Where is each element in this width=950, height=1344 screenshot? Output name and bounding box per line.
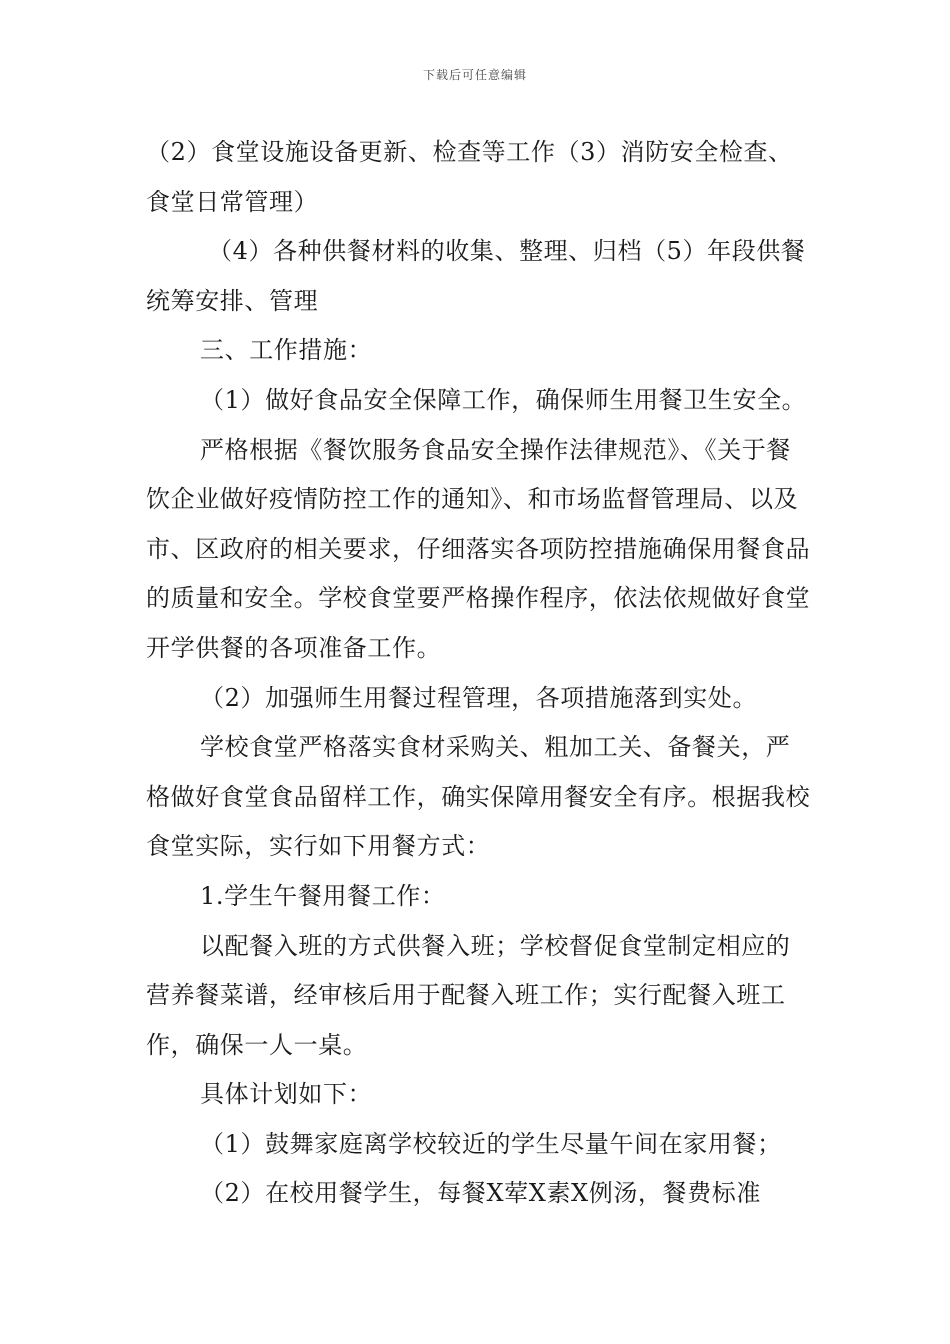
paragraph: 学校食堂严格落实食材采购关、粗加工关、备餐关，严格做好食堂食品留样工作，确实保障用餐安全有序。根据我校食堂实际，实行如下用餐方式： — [146, 733, 811, 861]
subheading: （2）加强师生用餐过程管理，各项措施落到实处。 — [200, 683, 758, 712]
paragraph: 以配餐入班的方式供餐入班；学校督促食堂制定相应的营养餐菜谱，经审核后用于配餐入班工作；实行配餐入班工作，确保一人一桌。 — [146, 931, 791, 1059]
paragraph: （4）各种供餐材料的收集、整理、归档（5）年段供餐统筹安排、管理 — [146, 237, 806, 315]
paragraph: 具体计划如下： — [200, 1080, 373, 1109]
paragraph: 严格根据《餐饮服务食品安全操作法律规范》、《关于餐饮企业做好疫情防控工作的通知》、和市场监督管理局、以及市、区政府的相关要求，仔细落实各项防控措施确保用餐食品的质量和安全。学校食堂要严格操作程序，依法依规做好食堂开学供餐的各项准备工作。 — [146, 435, 811, 662]
subheading: （1）做好食品安全保障工作，确保师生用餐卫生安全。 — [200, 385, 807, 414]
list-item: （1）鼓舞家庭离学校较近的学生尽量午间在家用餐； — [200, 1129, 782, 1158]
list-item: （2）在校用餐学生，每餐X荤X素X例汤，餐费标准 — [200, 1179, 761, 1208]
page-header: 下载后可任意编辑 — [422, 68, 527, 82]
subheading: 1.学生午餐用餐工作： — [200, 881, 446, 910]
section-heading: 三、工作措施： — [200, 336, 373, 365]
paragraph: （2）食堂设施设备更新、检查等工作（3）消防安全检查、食堂日常管理） — [146, 138, 793, 216]
document-body — [146, 128, 811, 1219]
